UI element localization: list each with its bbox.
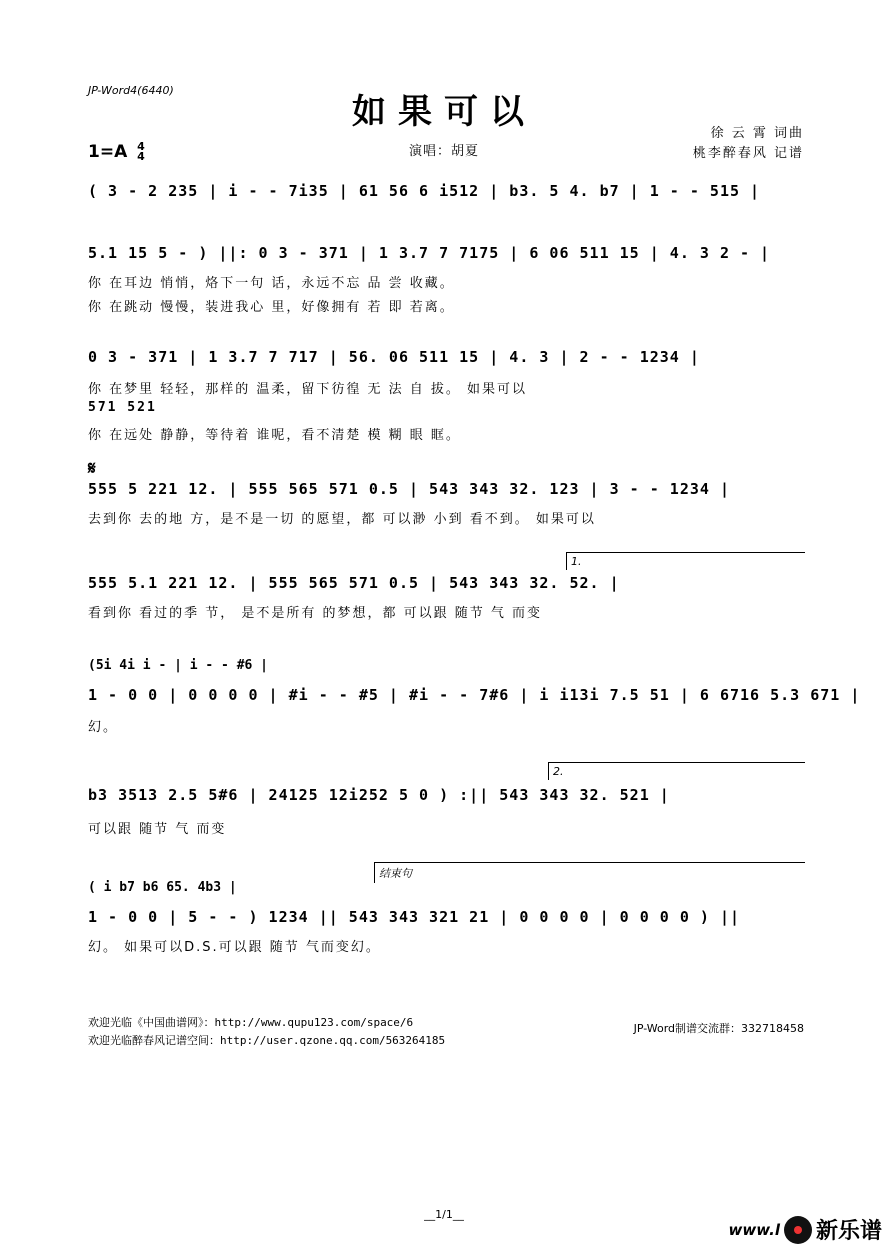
music-line-5: 555 5.1 221 12. | 555 565 571 0.5 | 543 343 32. 52. |: [88, 574, 620, 592]
logo-url: www.l: [728, 1220, 780, 1239]
key-label: 1=A: [88, 142, 128, 162]
footer-link-1[interactable]: 欢迎光临《中国曲谱网》：http://www.qupu123.com/space/6: [88, 1016, 414, 1029]
music-line-7: b3 3513 2.5 5#6 | 24125 12i252 5 0 ) :|| 543 343 32. 521 |: [88, 786, 670, 804]
lyric-line-2a: 你 在耳边 悄悄，烙下一句 话，永远不忘 品 尝 收藏。: [88, 276, 455, 291]
music-line-6: 1 - 0 0 | 0 0 0 0 | #i - - #5 | #i - - 7#6 | i i13i 7.5 51 | 6 6716 5.3 671 |: [88, 686, 861, 704]
cue-notes-line-6: (5i 4i i - | i - - #6 |: [88, 658, 269, 673]
alt-notes-line-3: 571 521: [88, 400, 157, 415]
disc-icon: [784, 1216, 812, 1244]
music-line-3: 0 3 - 371 | 1 3.7 7 717 | 56. 06 511 15 | 4. 3 | 2 - - 1234 |: [88, 348, 700, 366]
time-top: 4: [137, 140, 145, 153]
segno-sign: 𝄋: [88, 458, 96, 479]
transcriber: 桃李醉春风 记谱: [692, 146, 804, 161]
lyric-line-6: 幻。: [88, 720, 119, 735]
logo-text: 新乐谱: [815, 1219, 882, 1244]
song-title: 如果可以: [352, 92, 536, 132]
volta-1: 1.: [566, 552, 805, 570]
volta-2: 2.: [548, 762, 805, 780]
lyric-line-8: 幻。 如果可以D.S.可以跟 随节 气而变幻。: [88, 940, 381, 955]
page-number-text: 1/1: [435, 1208, 453, 1221]
ending-bracket: 结束句: [374, 862, 805, 883]
music-line-1: ( 3 - 2 235 | i - - 7i35 | 61 56 6 i512 | b3. 5 4. b7 | 1 - - 515 |: [88, 182, 761, 200]
music-line-4: 555 5 221 12. | 555 565 571 0.5 | 543 343 32. 123 | 3 - - 1234 |: [88, 480, 730, 498]
lyric-line-4: 去到你 去的地 方，是不是一切 的愿望，都 可以渺 小到 看不到。 如果可以: [88, 512, 596, 527]
lyric-line-5: 看到你 看过的季 节， 是不是所有 的梦想，都 可以跟 随节 气 而变: [88, 606, 543, 621]
lyric-line-3b: 你 在远处 静静，等待着 谁呢，看不清楚 模 糊 眼 眶。: [88, 428, 461, 443]
music-line-2: 5.1 15 5 - ) ||: 0 3 - 371 | 1 3.7 7 7175 | 6 06 511 15 | 4. 3 2 - |: [88, 244, 771, 262]
site-logo[interactable]: [729, 1214, 882, 1245]
software-label: JP-Word4(6440): [88, 84, 174, 97]
lyric-line-2b: 你 在跳动 慢慢，装进我心 里，好像拥有 若 即 若离。: [88, 300, 455, 315]
page-number: __1/1__: [424, 1208, 464, 1221]
cue-notes-line-8: ( i b7 b6 65. 4b3 |: [88, 880, 237, 895]
lyric-line-3a: 你 在梦里 轻轻，那样的 温柔，留下彷徨 无 法 自 拔。 如果可以: [88, 382, 528, 397]
time-bottom: 4: [137, 150, 145, 163]
lyricist-composer: 徐 云 霄 词曲: [710, 126, 804, 141]
lyric-line-7: 可以跟 随节 气 而变: [88, 822, 227, 837]
footer-link-2[interactable]: 欢迎光临醉春风记谱空间：http://user.qzone.qq.com/563264185: [88, 1034, 446, 1047]
singer: 演唱：胡夏: [408, 144, 479, 159]
group-info: JP-Word制谱交流群：332718458: [633, 1022, 804, 1035]
music-line-8: 1 - 0 0 | 5 - - ) 1234 || 543 343 321 21 | 0 0 0 0 | 0 0 0 0 ) ||: [88, 908, 740, 926]
